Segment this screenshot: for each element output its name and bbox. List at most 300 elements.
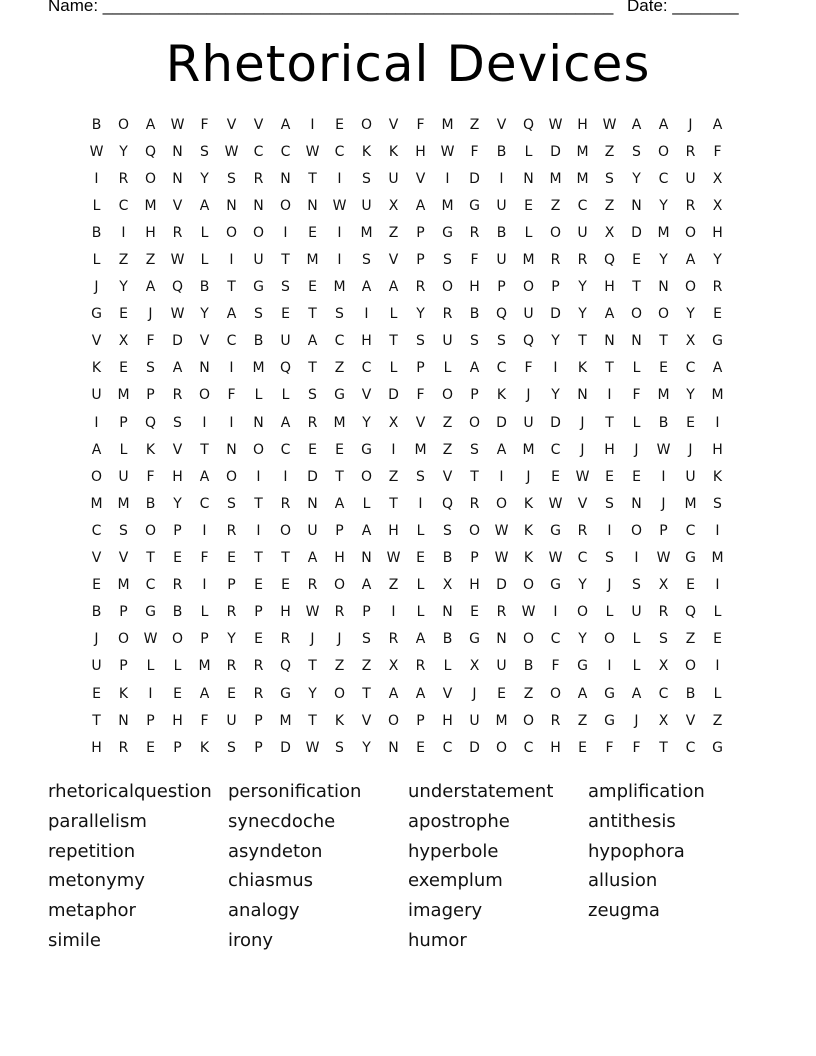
grid-letter[interactable]: J (607, 577, 612, 594)
grid-letter[interactable]: K (334, 712, 345, 729)
grid-letter[interactable]: L (443, 658, 452, 675)
grid-letter[interactable]: R (253, 658, 264, 675)
grid-letter[interactable]: N (388, 739, 399, 756)
grid-letter[interactable]: X (388, 197, 399, 214)
grid-letter[interactable]: F (416, 387, 425, 404)
grid-letter[interactable]: E (416, 550, 425, 567)
grid-letter[interactable]: P (200, 631, 209, 648)
grid-letter[interactable]: R (253, 685, 264, 702)
grid-letter[interactable]: S (146, 360, 155, 377)
grid-letter[interactable]: D (469, 739, 480, 756)
grid-letter[interactable]: M (117, 387, 130, 404)
grid-letter[interactable]: U (496, 197, 507, 214)
grid-letter[interactable]: V (91, 550, 102, 567)
grid-letter[interactable]: N (631, 197, 642, 214)
grid-letter[interactable]: I (283, 468, 288, 485)
grid-letter[interactable]: I (202, 577, 207, 594)
grid-letter[interactable]: L (362, 495, 371, 512)
grid-letter[interactable]: K (496, 387, 507, 404)
grid-letter[interactable]: L (524, 143, 533, 160)
name-field-label[interactable]: Name: ______________________________________________________ (48, 0, 614, 15)
grid-letter[interactable]: B (523, 658, 534, 675)
grid-letter[interactable]: K (577, 360, 588, 377)
grid-letter[interactable]: U (91, 658, 102, 675)
grid-letter[interactable]: Q (441, 495, 454, 512)
grid-letter[interactable]: I (283, 224, 288, 241)
grid-letter[interactable]: T (308, 658, 317, 675)
grid-letter[interactable]: N (118, 712, 129, 729)
grid-letter[interactable]: L (200, 224, 209, 241)
grid-letter[interactable]: E (227, 550, 236, 567)
grid-letter[interactable]: R (307, 414, 318, 431)
grid-letter[interactable]: O (387, 712, 400, 729)
grid-letter[interactable]: W (224, 143, 239, 160)
grid-letter[interactable]: P (497, 279, 506, 296)
grid-letter[interactable]: P (173, 522, 182, 539)
grid-letter[interactable]: T (659, 333, 668, 350)
grid-letter[interactable]: O (468, 414, 481, 431)
grid-letter[interactable]: A (388, 685, 399, 702)
grid-letter[interactable]: F (200, 550, 209, 567)
grid-letter[interactable]: I (391, 441, 396, 458)
grid-letter[interactable]: U (91, 387, 102, 404)
grid-letter[interactable]: E (713, 306, 722, 323)
grid-letter[interactable]: U (577, 224, 588, 241)
grid-letter[interactable]: J (661, 495, 666, 512)
grid-letter[interactable]: H (469, 577, 480, 594)
grid-letter[interactable]: V (577, 495, 588, 512)
grid-letter[interactable]: V (172, 441, 183, 458)
grid-letter[interactable]: H (361, 333, 372, 350)
grid-letter[interactable]: F (470, 252, 479, 269)
grid-letter[interactable]: H (712, 441, 723, 458)
grid-letter[interactable]: C (658, 685, 669, 702)
grid-letter[interactable]: V (442, 468, 453, 485)
grid-letter[interactable]: O (603, 631, 616, 648)
grid-letter[interactable]: S (443, 522, 452, 539)
grid-letter[interactable]: T (605, 414, 614, 431)
grid-letter[interactable]: O (117, 631, 130, 648)
grid-letter[interactable]: O (522, 631, 535, 648)
grid-letter[interactable]: T (92, 712, 101, 729)
grid-letter[interactable]: J (580, 414, 585, 431)
grid-letter[interactable]: E (119, 306, 128, 323)
grid-letter[interactable]: Y (200, 170, 209, 187)
grid-letter[interactable]: G (577, 658, 588, 675)
grid-letter[interactable]: A (604, 306, 615, 323)
grid-letter[interactable]: Y (686, 306, 695, 323)
grid-letter[interactable]: O (495, 739, 508, 756)
grid-letter[interactable]: N (280, 170, 291, 187)
grid-letter[interactable]: T (281, 550, 290, 567)
grid-letter[interactable]: Y (578, 279, 587, 296)
grid-letter[interactable]: R (172, 387, 183, 404)
grid-letter[interactable]: D (550, 306, 561, 323)
grid-letter[interactable]: F (227, 387, 236, 404)
grid-letter[interactable]: G (604, 712, 615, 729)
grid-letter[interactable]: R (496, 604, 507, 621)
grid-letter[interactable]: S (362, 631, 371, 648)
grid-letter[interactable]: Y (362, 739, 371, 756)
grid-letter[interactable]: L (173, 658, 182, 675)
grid-letter[interactable]: O (630, 306, 643, 323)
grid-letter[interactable]: M (576, 170, 589, 187)
grid-letter[interactable]: E (254, 631, 263, 648)
grid-letter[interactable]: J (94, 279, 99, 296)
grid-letter[interactable]: L (713, 604, 722, 621)
grid-letter[interactable]: U (685, 468, 696, 485)
grid-letter[interactable]: A (172, 360, 183, 377)
grid-letter[interactable]: D (550, 414, 561, 431)
grid-letter[interactable]: I (337, 170, 342, 187)
grid-letter[interactable]: B (442, 550, 453, 567)
grid-letter[interactable]: J (310, 631, 315, 648)
grid-letter[interactable]: S (227, 495, 236, 512)
grid-letter[interactable]: I (499, 468, 504, 485)
grid-letter[interactable]: O (225, 224, 238, 241)
grid-letter[interactable]: O (468, 522, 481, 539)
grid-letter[interactable]: T (254, 495, 263, 512)
grid-letter[interactable]: R (685, 143, 696, 160)
grid-letter[interactable]: C (685, 360, 696, 377)
grid-letter[interactable]: P (254, 604, 263, 621)
grid-letter[interactable]: Q (495, 306, 508, 323)
grid-letter[interactable]: B (145, 495, 156, 512)
grid-letter[interactable]: T (659, 739, 668, 756)
grid-letter[interactable]: C (280, 143, 291, 160)
grid-letter[interactable]: X (658, 577, 669, 594)
grid-letter[interactable]: I (364, 306, 369, 323)
grid-letter[interactable]: T (227, 279, 236, 296)
grid-letter[interactable]: A (280, 116, 291, 133)
grid-letter[interactable]: U (631, 604, 642, 621)
grid-letter[interactable]: R (712, 279, 723, 296)
grid-letter[interactable]: O (360, 116, 373, 133)
grid-letter[interactable]: E (281, 577, 290, 594)
grid-letter[interactable]: C (145, 577, 156, 594)
grid-letter[interactable]: V (199, 333, 210, 350)
grid-letter[interactable]: D (280, 739, 291, 756)
grid-letter[interactable]: F (713, 143, 722, 160)
grid-letter[interactable]: X (442, 577, 453, 594)
grid-letter[interactable]: R (118, 170, 129, 187)
grid-letter[interactable]: C (577, 550, 588, 567)
grid-letter[interactable]: H (172, 712, 183, 729)
grid-letter[interactable]: W (548, 495, 563, 512)
grid-letter[interactable]: N (658, 279, 669, 296)
grid-letter[interactable]: I (607, 522, 612, 539)
grid-letter[interactable]: A (712, 360, 723, 377)
grid-letter[interactable]: H (280, 604, 291, 621)
grid-letter[interactable]: C (550, 441, 561, 458)
grid-letter[interactable]: Q (144, 414, 157, 431)
grid-letter[interactable]: M (522, 252, 535, 269)
grid-letter[interactable]: L (443, 360, 452, 377)
grid-letter[interactable]: Z (604, 143, 615, 160)
grid-letter[interactable]: C (253, 143, 264, 160)
grid-letter[interactable]: P (119, 658, 128, 675)
grid-letter[interactable]: E (281, 306, 290, 323)
grid-letter[interactable]: U (523, 306, 534, 323)
grid-letter[interactable]: M (711, 387, 724, 404)
grid-letter[interactable]: G (334, 387, 345, 404)
grid-letter[interactable]: A (712, 116, 723, 133)
grid-letter[interactable]: E (416, 739, 425, 756)
grid-letter[interactable]: Y (200, 306, 209, 323)
grid-letter[interactable]: F (632, 387, 641, 404)
grid-letter[interactable]: O (522, 712, 535, 729)
grid-letter[interactable]: F (524, 360, 533, 377)
grid-letter[interactable]: O (522, 279, 535, 296)
grid-letter[interactable]: W (332, 197, 347, 214)
grid-letter[interactable]: Q (603, 252, 616, 269)
grid-letter[interactable]: H (604, 441, 615, 458)
grid-letter[interactable]: I (607, 387, 612, 404)
grid-letter[interactable]: U (685, 170, 696, 187)
grid-letter[interactable]: V (442, 685, 453, 702)
date-field-label[interactable]: Date: _______ (627, 0, 739, 15)
grid-letter[interactable]: J (634, 712, 639, 729)
grid-letter[interactable]: O (117, 116, 130, 133)
grid-letter[interactable]: S (335, 306, 344, 323)
grid-letter[interactable]: G (712, 333, 723, 350)
grid-letter[interactable]: R (658, 604, 669, 621)
grid-letter[interactable]: U (253, 252, 264, 269)
grid-letter[interactable]: C (280, 441, 291, 458)
grid-letter[interactable]: I (553, 604, 558, 621)
grid-letter[interactable]: E (713, 631, 722, 648)
grid-letter[interactable]: E (524, 197, 533, 214)
grid-letter[interactable]: M (414, 441, 427, 458)
grid-letter[interactable]: U (388, 170, 399, 187)
grid-letter[interactable]: N (226, 197, 237, 214)
grid-letter[interactable]: P (254, 739, 263, 756)
grid-letter[interactable]: D (172, 333, 183, 350)
grid-letter[interactable]: B (253, 333, 264, 350)
grid-letter[interactable]: U (496, 252, 507, 269)
grid-letter[interactable]: M (333, 414, 346, 431)
grid-letter[interactable]: V (388, 252, 399, 269)
grid-letter[interactable]: N (496, 631, 507, 648)
grid-letter[interactable]: O (630, 522, 643, 539)
grid-letter[interactable]: M (657, 224, 670, 241)
grid-letter[interactable]: O (441, 279, 454, 296)
grid-letter[interactable]: T (578, 333, 587, 350)
grid-letter[interactable]: J (526, 468, 531, 485)
grid-letter[interactable]: D (496, 577, 507, 594)
grid-letter[interactable]: B (469, 306, 480, 323)
grid-letter[interactable]: L (200, 604, 209, 621)
grid-letter[interactable]: F (200, 712, 209, 729)
grid-letter[interactable]: R (118, 739, 129, 756)
word-search-grid[interactable] (83, 111, 731, 761)
grid-letter[interactable]: H (550, 739, 561, 756)
grid-letter[interactable]: M (441, 197, 454, 214)
grid-letter[interactable]: E (173, 550, 182, 567)
grid-letter[interactable]: F (146, 333, 155, 350)
grid-letter[interactable]: O (252, 224, 265, 241)
grid-letter[interactable]: I (715, 414, 720, 431)
grid-letter[interactable]: F (551, 658, 560, 675)
grid-letter[interactable]: Q (144, 143, 157, 160)
grid-letter[interactable]: N (307, 197, 318, 214)
grid-letter[interactable]: H (577, 116, 588, 133)
grid-letter[interactable]: B (496, 224, 507, 241)
grid-letter[interactable]: N (631, 333, 642, 350)
grid-letter[interactable]: Y (119, 279, 128, 296)
grid-letter[interactable]: O (549, 685, 562, 702)
grid-letter[interactable]: W (305, 604, 320, 621)
grid-letter[interactable]: Y (659, 252, 668, 269)
grid-letter[interactable]: G (469, 631, 480, 648)
grid-letter[interactable]: O (657, 143, 670, 160)
grid-letter[interactable]: R (415, 279, 426, 296)
grid-letter[interactable]: Z (334, 658, 345, 675)
grid-letter[interactable]: I (337, 252, 342, 269)
grid-letter[interactable]: Y (308, 685, 317, 702)
grid-letter[interactable]: Z (712, 712, 723, 729)
grid-letter[interactable]: S (605, 170, 614, 187)
grid-letter[interactable]: C (442, 739, 453, 756)
grid-letter[interactable]: K (388, 143, 399, 160)
grid-letter[interactable]: Y (659, 197, 668, 214)
grid-letter[interactable]: S (335, 739, 344, 756)
grid-letter[interactable]: T (470, 468, 479, 485)
grid-letter[interactable]: A (145, 116, 156, 133)
grid-letter[interactable]: S (605, 495, 614, 512)
grid-letter[interactable]: R (172, 577, 183, 594)
grid-letter[interactable]: M (711, 550, 724, 567)
grid-letter[interactable]: I (715, 577, 720, 594)
grid-letter[interactable]: W (521, 604, 536, 621)
grid-letter[interactable]: N (226, 441, 237, 458)
grid-letter[interactable]: N (253, 414, 264, 431)
grid-letter[interactable]: A (388, 279, 399, 296)
grid-letter[interactable]: N (604, 333, 615, 350)
grid-letter[interactable]: W (494, 522, 509, 539)
grid-letter[interactable]: C (685, 522, 696, 539)
grid-letter[interactable]: O (495, 495, 508, 512)
grid-letter[interactable]: S (443, 252, 452, 269)
grid-letter[interactable]: P (416, 224, 425, 241)
grid-letter[interactable]: H (604, 279, 615, 296)
grid-letter[interactable]: S (713, 495, 722, 512)
grid-letter[interactable]: E (632, 468, 641, 485)
grid-letter[interactable]: I (229, 360, 234, 377)
grid-letter[interactable]: X (712, 197, 723, 214)
grid-letter[interactable]: A (361, 522, 372, 539)
grid-letter[interactable]: Y (686, 387, 695, 404)
grid-letter[interactable]: B (91, 604, 102, 621)
grid-letter[interactable]: W (548, 550, 563, 567)
grid-letter[interactable]: L (92, 197, 101, 214)
grid-letter[interactable]: A (469, 360, 480, 377)
grid-letter[interactable]: A (415, 685, 426, 702)
grid-letter[interactable]: E (173, 685, 182, 702)
grid-letter[interactable]: S (362, 170, 371, 187)
grid-letter[interactable]: R (442, 306, 453, 323)
grid-letter[interactable]: Z (145, 252, 156, 269)
grid-letter[interactable]: E (308, 441, 317, 458)
grid-letter[interactable]: G (604, 685, 615, 702)
grid-letter[interactable]: L (146, 658, 155, 675)
grid-letter[interactable]: A (361, 279, 372, 296)
grid-letter[interactable]: A (199, 197, 210, 214)
grid-letter[interactable]: C (199, 495, 210, 512)
grid-letter[interactable]: S (227, 739, 236, 756)
grid-letter[interactable]: F (146, 468, 155, 485)
grid-letter[interactable]: M (117, 495, 130, 512)
grid-letter[interactable]: M (576, 143, 589, 160)
grid-letter[interactable]: A (658, 116, 669, 133)
grid-letter[interactable]: L (605, 604, 614, 621)
grid-letter[interactable]: I (310, 116, 315, 133)
grid-letter[interactable]: N (577, 387, 588, 404)
grid-letter[interactable]: K (145, 441, 156, 458)
grid-letter[interactable]: B (172, 604, 183, 621)
grid-letter[interactable]: P (119, 414, 128, 431)
grid-letter[interactable]: F (416, 116, 425, 133)
grid-letter[interactable]: E (551, 468, 560, 485)
grid-letter[interactable]: S (497, 333, 506, 350)
grid-letter[interactable]: Q (522, 116, 535, 133)
grid-letter[interactable]: W (305, 143, 320, 160)
grid-letter[interactable]: L (632, 360, 641, 377)
grid-letter[interactable]: S (227, 170, 236, 187)
grid-letter[interactable]: O (144, 170, 157, 187)
grid-letter[interactable]: V (496, 116, 507, 133)
grid-letter[interactable]: C (550, 631, 561, 648)
grid-letter[interactable]: D (469, 170, 480, 187)
grid-letter[interactable]: M (306, 252, 319, 269)
grid-letter[interactable]: R (280, 495, 291, 512)
grid-letter[interactable]: W (89, 143, 104, 160)
grid-letter[interactable]: O (333, 685, 346, 702)
grid-letter[interactable]: Y (227, 631, 236, 648)
grid-letter[interactable]: I (94, 170, 99, 187)
grid-letter[interactable]: B (91, 116, 102, 133)
grid-letter[interactable]: E (119, 360, 128, 377)
grid-letter[interactable]: I (634, 550, 639, 567)
grid-letter[interactable]: B (442, 631, 453, 648)
grid-letter[interactable]: P (362, 604, 371, 621)
grid-letter[interactable]: X (469, 658, 480, 675)
grid-letter[interactable]: W (548, 116, 563, 133)
grid-letter[interactable]: M (117, 577, 130, 594)
grid-letter[interactable]: N (253, 197, 264, 214)
grid-letter[interactable]: A (496, 441, 507, 458)
grid-letter[interactable]: W (305, 739, 320, 756)
grid-letter[interactable]: S (659, 631, 668, 648)
grid-letter[interactable]: H (334, 550, 345, 567)
grid-letter[interactable]: Z (388, 468, 399, 485)
grid-letter[interactable]: G (550, 577, 561, 594)
grid-letter[interactable]: R (334, 604, 345, 621)
grid-letter[interactable]: M (360, 224, 373, 241)
grid-letter[interactable]: L (281, 387, 290, 404)
grid-letter[interactable]: V (388, 116, 399, 133)
grid-letter[interactable]: T (254, 550, 263, 567)
grid-letter[interactable]: J (94, 631, 99, 648)
grid-letter[interactable]: Y (578, 631, 587, 648)
grid-letter[interactable]: I (94, 414, 99, 431)
grid-letter[interactable]: M (279, 712, 292, 729)
grid-letter[interactable]: V (253, 116, 264, 133)
grid-letter[interactable]: M (333, 279, 346, 296)
grid-letter[interactable]: O (333, 577, 346, 594)
grid-letter[interactable]: H (91, 739, 102, 756)
grid-letter[interactable]: C (334, 333, 345, 350)
